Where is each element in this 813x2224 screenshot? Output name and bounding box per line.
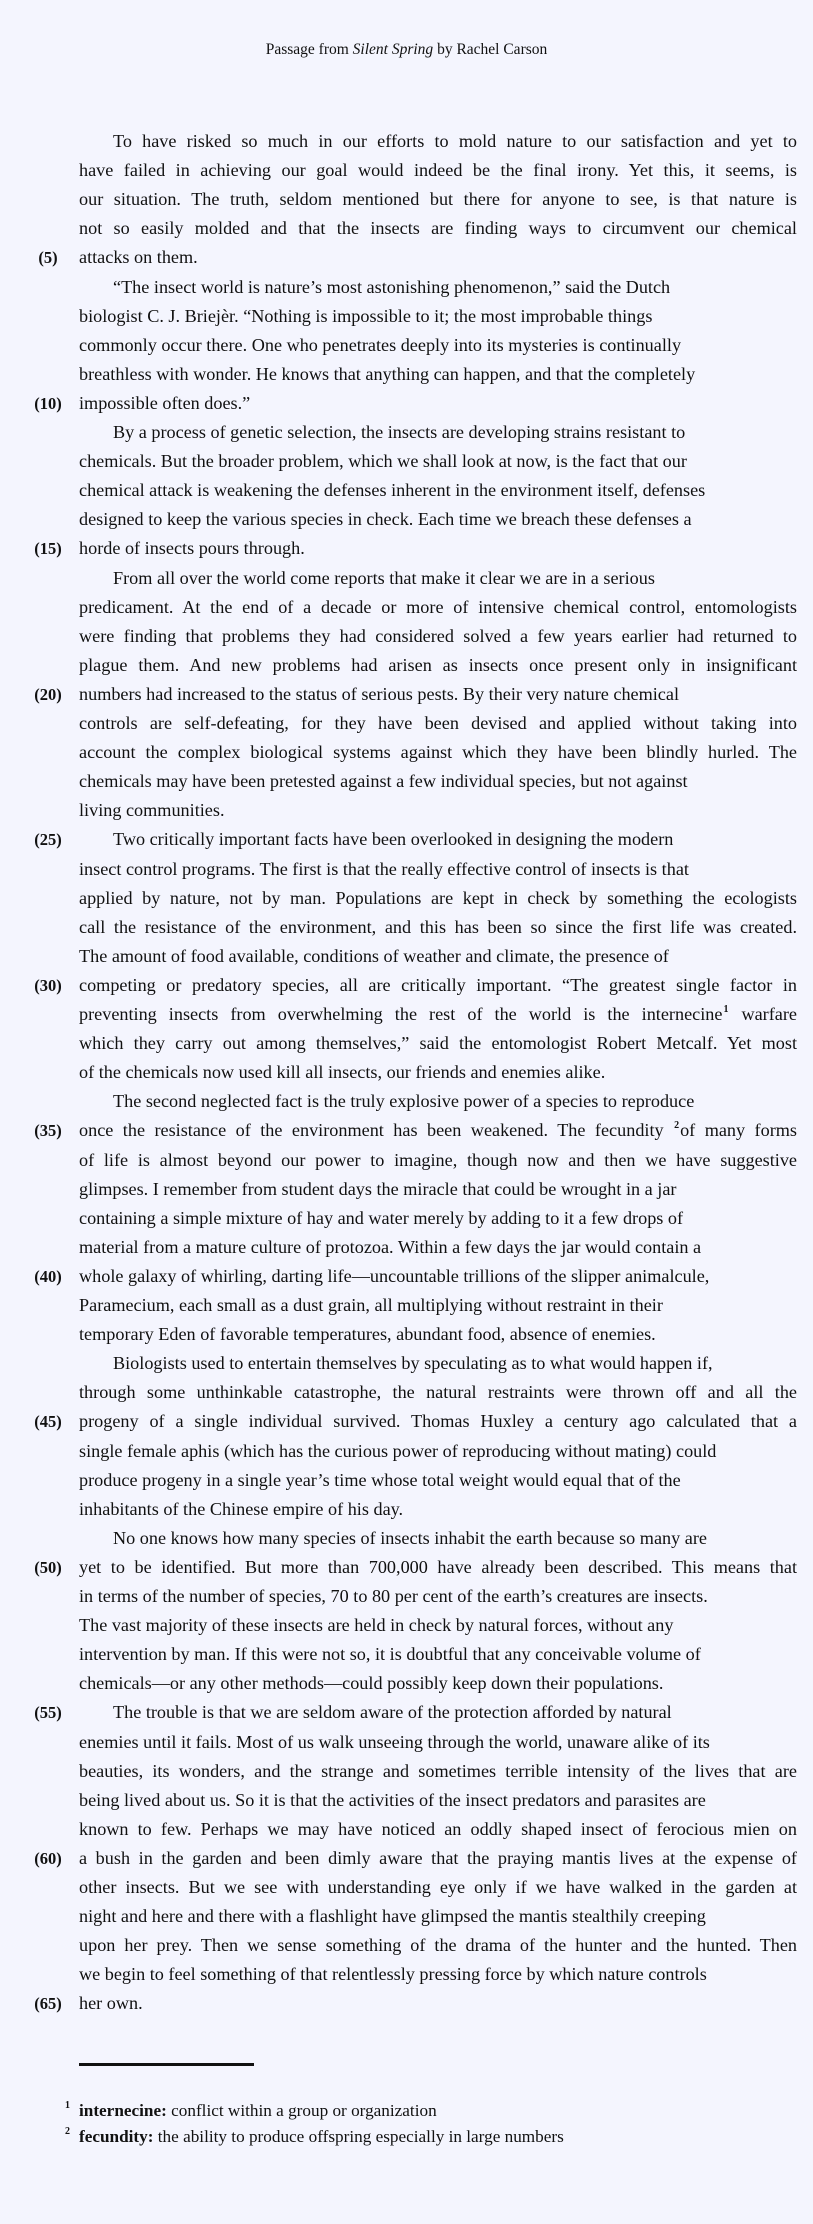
line-text: a bush in the garden and been dimly aware that the praying mantis lives at the expense of	[79, 1847, 797, 1868]
passage-line	[79, 1291, 797, 1320]
line-text: commonly occur there. One who penetrates deeply into its mysteries is continually	[79, 334, 682, 355]
line-text: material from a mature culture of protozoa. Within a few days the jar would contain a	[79, 1236, 702, 1257]
line-text: of the chemicals now used kill all insects, our friends and enemies alike.	[79, 1062, 606, 1083]
footnote-2	[65, 2124, 564, 2150]
line-text-continued: warfare	[729, 1004, 797, 1024]
line-number: (35)	[34, 1121, 62, 1141]
line-number: (50)	[34, 1557, 62, 1577]
passage-line	[79, 1262, 797, 1291]
line-text: intervention by man. If this were not so, it is doubtful that any conceivable volume of	[79, 1644, 701, 1665]
line-text: account the complex biological systems against which they have been blindly hurled. The	[79, 742, 797, 763]
passage-line	[79, 1466, 797, 1495]
passage-line	[79, 534, 797, 563]
passage-line	[79, 884, 797, 913]
line-text: known to few. Perhaps we may have noticed an oddly shaped insect of ferocious mien on	[79, 1818, 797, 1839]
line-text: applied by nature, not by man. Populations are kept in check by something the ecologists	[79, 887, 797, 908]
line-text: produce progeny in a single year’s time whose total weight would equal that of the	[79, 1469, 681, 1490]
line-text: temporary Eden of favorable temperatures, abundant food, absence of enemies.	[79, 1324, 656, 1345]
passage-line	[79, 855, 797, 884]
line-number: (25)	[34, 830, 62, 850]
passage-line	[79, 971, 797, 1000]
passage-line	[79, 1495, 797, 1524]
passage-line	[79, 709, 797, 738]
footnote-marker: 2	[674, 1120, 680, 1132]
line-text: controls are self-defeating, for they have been devised and applied without taking into	[79, 713, 797, 733]
passage-line	[79, 1873, 797, 1902]
passage-line	[79, 942, 797, 971]
line-text: chemicals may have been pretested against a few individual species, but not against	[79, 771, 688, 792]
passage-line	[79, 1029, 797, 1058]
passage-line	[79, 214, 797, 243]
passage-line	[79, 1058, 797, 1087]
line-text: being lived about us. So it is that the activities of the insect predators and parasites are	[79, 1789, 706, 1810]
footnote-term: internecine:	[79, 2101, 167, 2120]
passage-line	[79, 360, 797, 389]
header-suffix: by Rachel Carson	[433, 41, 548, 58]
line-text: chemicals. But the broader problem, which we shall look at now, is the fact that our	[79, 451, 687, 472]
footnote-definition: conflict within a group or organization	[166, 2101, 437, 2120]
footnote-1	[65, 2098, 437, 2124]
passage-line	[79, 796, 797, 825]
passage-line	[113, 273, 797, 302]
passage-line	[79, 1553, 797, 1582]
passage-line	[79, 1989, 797, 2018]
line-text: Biologists used to entertain themselves by speculating as to what would happen if,	[113, 1353, 713, 1374]
line-text: Two critically important facts have been overlooked in designing the modern	[113, 829, 674, 850]
line-text: yet to be identified. But more than 700,000 have already been described. This means that	[79, 1556, 797, 1577]
passage-line	[79, 389, 797, 418]
line-text: call the resistance of the environment, and this has been so since the first life was created.	[79, 916, 797, 937]
passage-line	[79, 1728, 797, 1757]
passage-line	[79, 1204, 797, 1233]
line-text: of life is almost beyond our power to imagine, though now and then we have suggestive	[79, 1149, 797, 1170]
line-text: insect control programs. The first is that the really effective control of insects is that	[79, 858, 689, 879]
line-number: (20)	[34, 684, 62, 704]
passage-line	[113, 1698, 797, 1727]
line-text: our situation. The truth, seldom mentioned but there for anyone to see, is that nature is	[79, 189, 797, 210]
line-text: To have risked so much in our efforts to mold nature to our satisfaction and yet to	[113, 131, 797, 151]
line-number: (45)	[34, 1412, 62, 1432]
line-text: whole galaxy of whirling, darting life—uncountable trillions of the slipper animalcule,	[79, 1265, 710, 1286]
line-number: (30)	[34, 975, 62, 995]
line-number: (10)	[34, 393, 62, 413]
line-text: through some unthinkable catastrophe, the natural restraints were thrown off and all the	[79, 1382, 797, 1403]
passage-line	[79, 243, 797, 272]
line-number: (65)	[34, 1994, 62, 2014]
passage-line	[79, 1902, 797, 1931]
passage-line	[79, 1815, 797, 1844]
line-text: designed to keep the various species in check. Each time we breach these defenses a	[79, 509, 692, 530]
footnote-marker: 1	[723, 1004, 729, 1015]
line-text: predicament. At the end of a decade or more of intensive chemical control, entomologists	[79, 596, 797, 617]
passage-line	[79, 505, 797, 534]
passage-line	[79, 1320, 797, 1349]
passage-line	[113, 1087, 797, 1116]
line-text: Paramecium, each small as a dust grain, all multiplying without restraint in their	[79, 1295, 663, 1315]
line-text: biologist C. J. Briejèr. “Nothing is impossible to it; the most improbable things	[79, 305, 653, 326]
line-text: The amount of food available, conditions of weather and climate, the presence of	[79, 945, 669, 966]
footnote-number: 2	[65, 2126, 70, 2137]
footnote-divider	[79, 2063, 254, 2066]
line-text: night and here and there with a flashlight have glimpsed the mantis stealthily creeping	[79, 1906, 706, 1927]
passage-line	[79, 1611, 797, 1640]
line-text: From all over the world come reports that make it clear we are in a serious	[113, 567, 655, 588]
line-text: living communities.	[79, 800, 225, 821]
passage-line	[79, 680, 797, 709]
passage-line	[79, 302, 797, 331]
line-text: glimpses. I remember from student days the miracle that could be wrought in a jar	[79, 1178, 677, 1199]
passage-line	[79, 1669, 797, 1698]
line-text: in terms of the number of species, 70 to 80 per cent of the earth’s creatures are insects.	[79, 1586, 708, 1606]
line-text: which they carry out among themselves,” said the entomologist Robert Metcalf. Yet most	[79, 1033, 797, 1054]
line-text: competing or predatory species, all are critically important. “The greatest single factor in	[79, 974, 797, 995]
line-text: we begin to feel something of that relentlessly pressing force by which nature controls	[79, 1964, 707, 1985]
passage-line	[79, 1960, 797, 1989]
passage-line	[79, 185, 797, 214]
line-text: once the resistance of the environment has been weakened. The fecundity	[79, 1120, 674, 1141]
passage-line	[79, 651, 797, 680]
passage-line	[79, 1931, 797, 1960]
passage-line	[79, 593, 797, 622]
line-text: “The insect world is nature’s most astonishing phenomenon,” said the Dutch	[113, 276, 671, 297]
line-text: By a process of genetic selection, the insects are developing strains resistant to	[113, 422, 686, 442]
passage-line	[113, 127, 797, 156]
passage-line	[79, 1844, 797, 1873]
passage-line	[79, 1407, 797, 1436]
passage-header	[0, 36, 813, 64]
passage-line	[113, 1349, 797, 1378]
line-text: breathless with wonder. He knows that anything can happen, and that the completely	[79, 363, 696, 384]
passage-line	[79, 1175, 797, 1204]
line-text: horde of insects pours through.	[79, 538, 305, 559]
passage-line	[113, 1524, 797, 1553]
line-text: plague them. And new problems had arisen as insects once present only in insignificant	[79, 654, 797, 675]
line-text: No one knows how many species of insects inhabit the earth because so many are	[113, 1527, 707, 1548]
passage-line	[79, 1233, 797, 1262]
line-number: (15)	[34, 539, 62, 559]
footnote-number: 1	[65, 2100, 70, 2111]
line-number: (5)	[38, 248, 58, 268]
line-text: have failed in achieving our goal would indeed be the final irony. Yet this, it seems, is	[79, 160, 797, 181]
passage-line	[113, 825, 797, 854]
passage-line	[79, 1437, 797, 1466]
passage-line	[113, 418, 797, 447]
line-text: enemies until it fails. Most of us walk unseeing through the world, unaware alike of its	[79, 1731, 710, 1752]
passage-line	[79, 331, 797, 360]
footnote-term: fecundity:	[79, 2127, 154, 2146]
line-text: were finding that problems they had considered solved a few years earlier had returned to	[79, 625, 797, 646]
passage-line	[79, 1640, 797, 1669]
passage-line	[79, 622, 797, 651]
line-text: impossible often does.”	[79, 392, 251, 413]
line-text: her own.	[79, 1993, 143, 2014]
passage-line	[113, 564, 797, 593]
passage-line	[79, 1582, 797, 1611]
passage-line	[79, 1116, 797, 1145]
line-number: (60)	[34, 1848, 62, 1868]
line-number: (40)	[34, 1266, 62, 1286]
passage-line	[79, 738, 797, 767]
line-text: The vast majority of these insects are held in check by natural forces, without any	[79, 1615, 674, 1636]
line-text: upon her prey. Then we sense something of the drama of the hunter and the hunted. Then	[79, 1935, 797, 1956]
line-text: not so easily molded and that the insects are finding ways to circumvent our chemical	[79, 218, 797, 239]
passage-line	[79, 767, 797, 796]
passage-line	[79, 1757, 797, 1786]
line-text: beauties, its wonders, and the strange and sometimes terrible intensity of the lives that are	[79, 1760, 797, 1781]
line-text: chemicals—or any other methods—could possibly keep down their populations.	[79, 1673, 664, 1694]
passage-line	[79, 447, 797, 476]
passage-line	[79, 156, 797, 185]
book-title: Silent Spring	[352, 41, 434, 58]
passage-line	[79, 1000, 797, 1029]
line-text: The second neglected fact is the truly explosive power of a species to reproduce	[113, 1091, 695, 1112]
passage-line	[79, 913, 797, 942]
line-text: The trouble is that we are seldom aware of the protection afforded by natural	[113, 1702, 672, 1723]
line-text: single female aphis (which has the curious power of reproducing without mating) could	[79, 1440, 717, 1461]
passage-line	[79, 1786, 797, 1815]
line-text: containing a simple mixture of hay and water merely by adding to it a few drops of	[79, 1207, 684, 1228]
line-text: chemical attack is weakening the defenses inherent in the environment itself, defenses	[79, 480, 706, 501]
passage-line	[79, 476, 797, 505]
line-text: progeny of a single individual survived. Thomas Huxley a century ago calculated that a	[79, 1411, 797, 1432]
header-prefix: Passage from	[265, 41, 353, 58]
line-text: other insects. But we see with understanding eye only if we have walked in the garden at	[79, 1877, 797, 1897]
line-text-continued: of many forms	[680, 1120, 797, 1141]
line-text: preventing insects from overwhelming the rest of the world is the internecine	[79, 1004, 723, 1024]
line-number: (55)	[34, 1703, 62, 1723]
passage-line	[79, 1378, 797, 1407]
line-text: attacks on them.	[79, 247, 198, 268]
footnote-definition: the ability to produce offspring especially in large numbers	[153, 2127, 564, 2146]
line-text: inhabitants of the Chinese empire of his day.	[79, 1498, 404, 1519]
passage-line	[79, 1146, 797, 1175]
line-text: numbers had increased to the status of serious pests. By their very nature chemical	[79, 683, 680, 704]
